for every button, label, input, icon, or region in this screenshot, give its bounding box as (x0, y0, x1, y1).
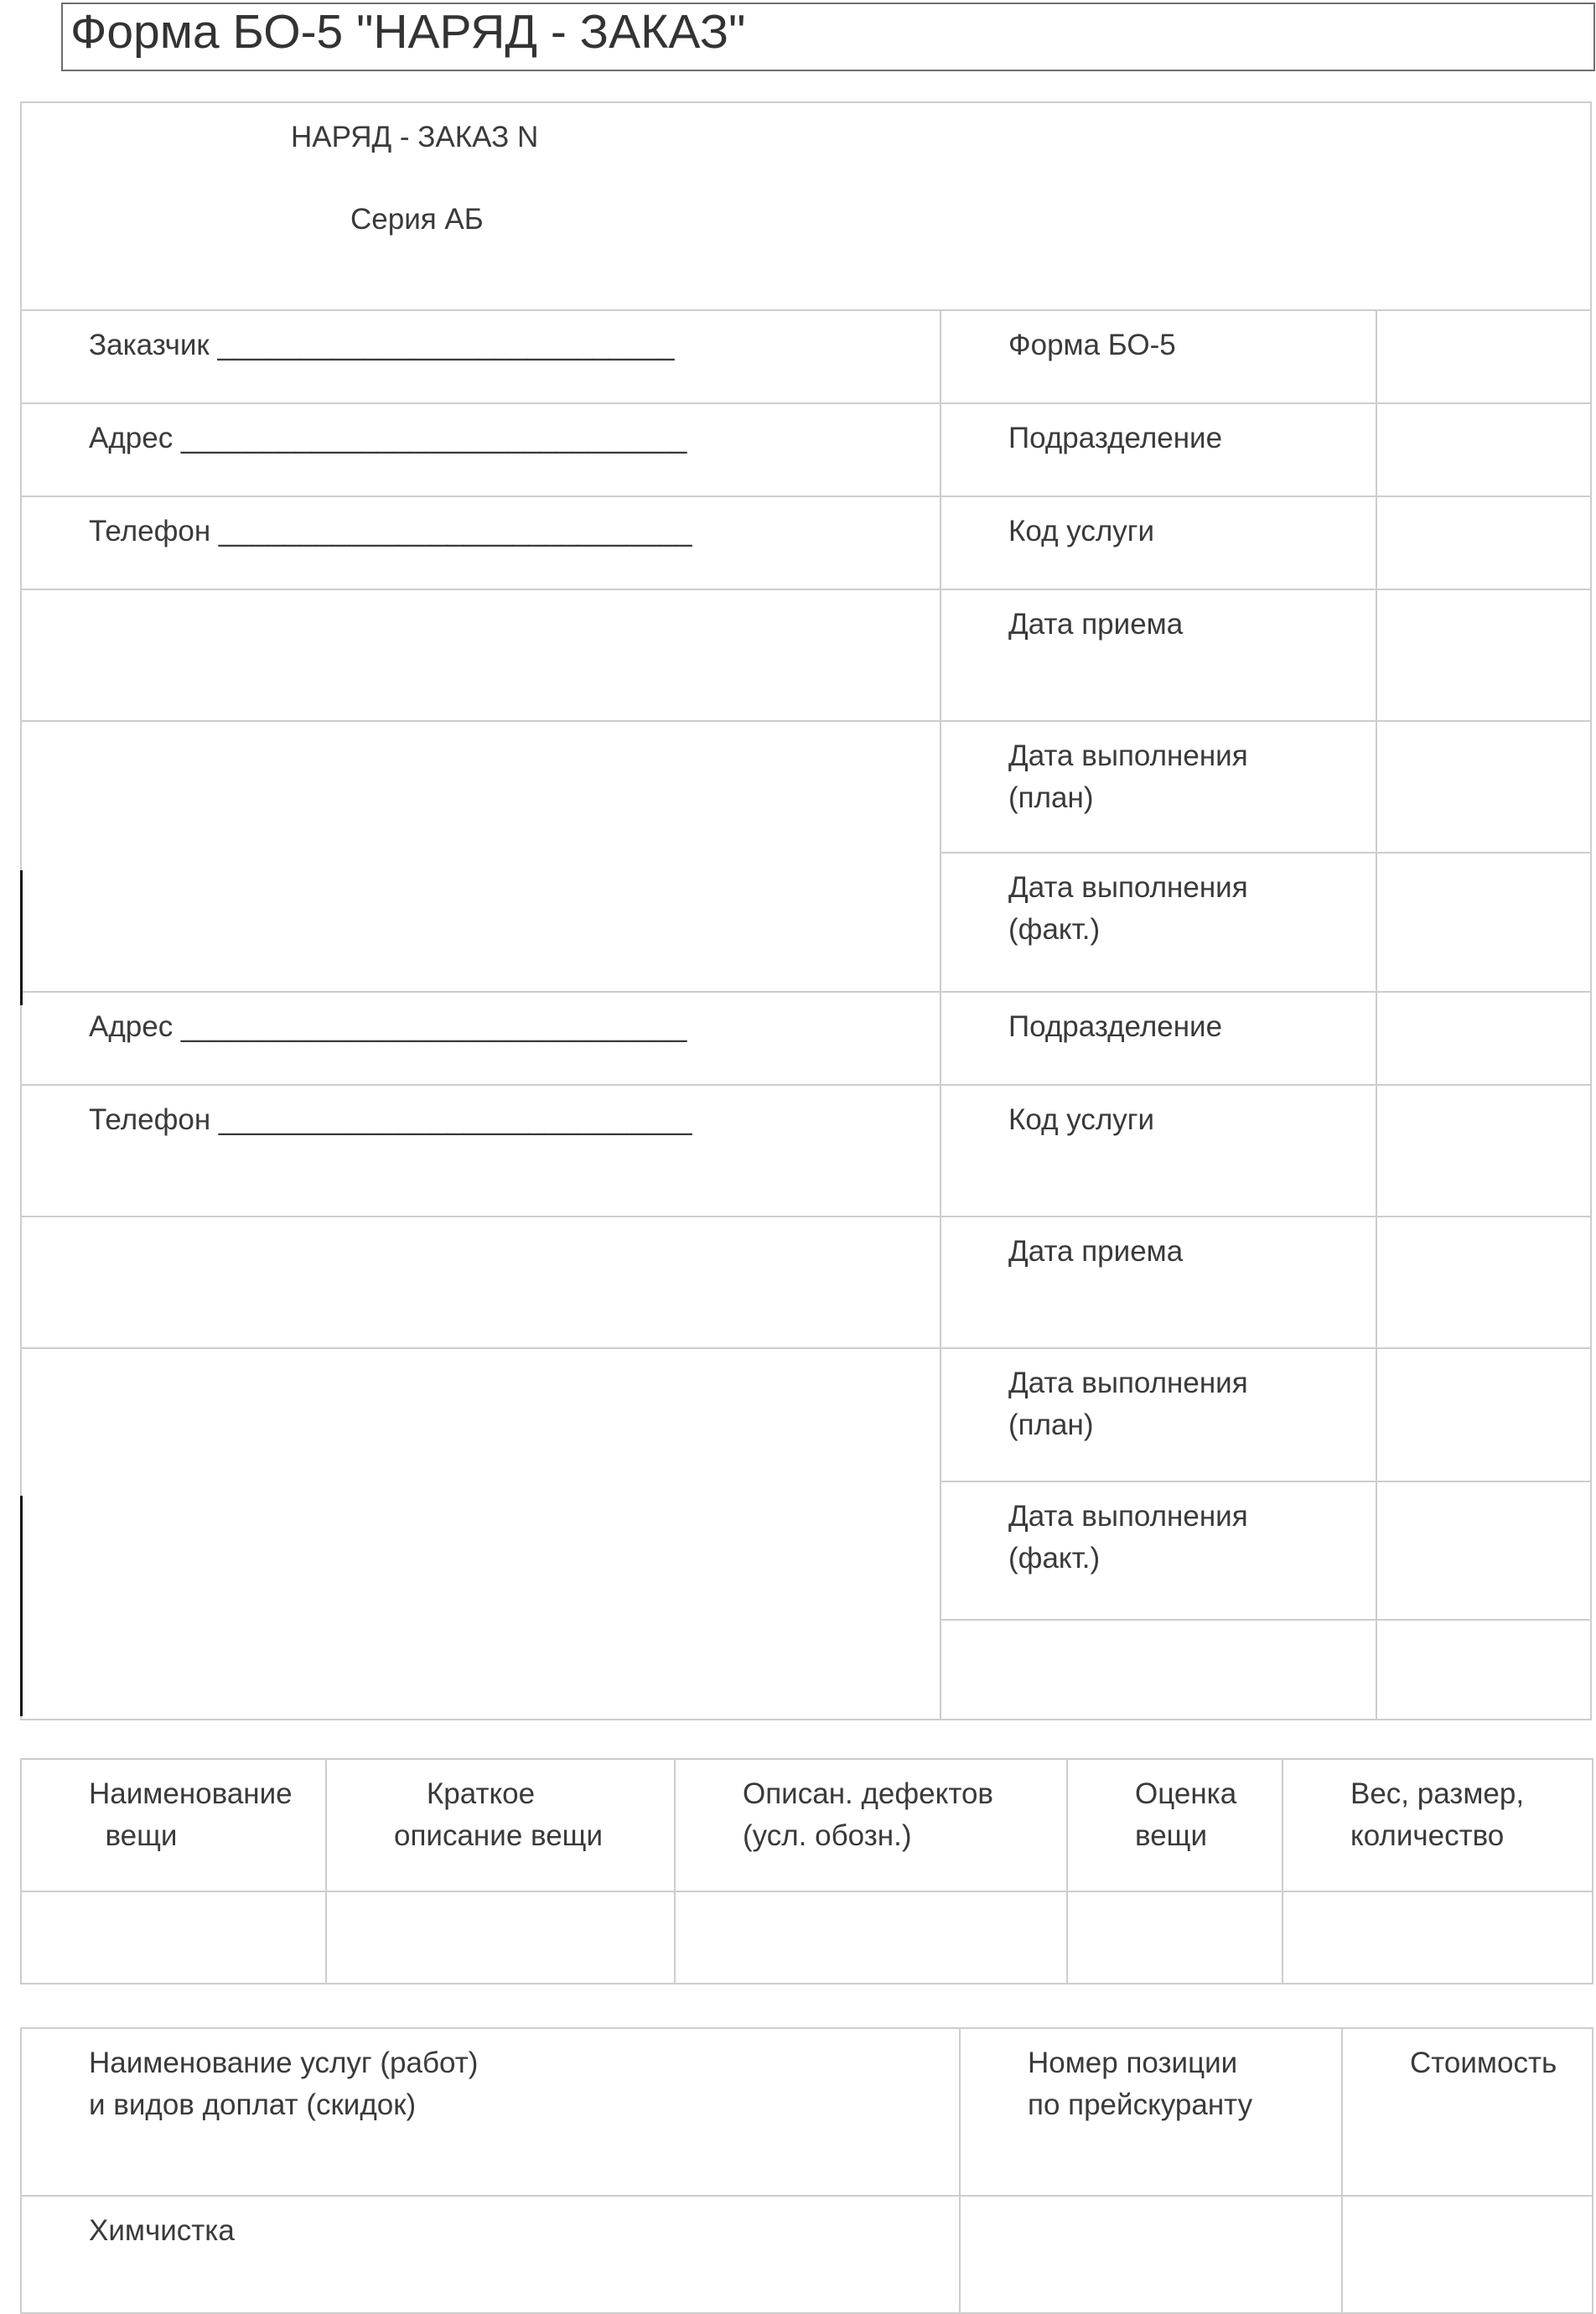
blank-left-cell (21, 1217, 940, 1348)
date-done-fact-value (1376, 1481, 1591, 1620)
date-done-plan-label: Дата выполнения (план) (940, 1348, 1376, 1481)
form-code-label: Форма БО-5 (940, 310, 1376, 403)
service-code-value (1376, 1085, 1591, 1217)
order-number-label: НАРЯД - ЗАКАЗ N (291, 121, 539, 153)
items-cell (675, 1891, 1067, 1984)
date-received-value (1376, 1217, 1591, 1348)
form-title: Форма БО-5 "НАРЯД - ЗАКАЗ" (70, 5, 746, 59)
services-header-name: Наименование услуг (работ) и видов доплат (скидок) (21, 2028, 960, 2196)
blank-left-cell (21, 589, 940, 721)
date-received-label: Дата приема (940, 1217, 1376, 1348)
phone-line: Телефон _____________________________ (21, 1085, 940, 1217)
blank-right-cell (940, 1620, 1376, 1720)
department-value (1376, 992, 1591, 1085)
customer-line: Заказчик ____________________________ (21, 310, 940, 403)
date-done-plan-label: Дата выполнения (план) (940, 721, 1376, 853)
items-header-weight: Вес, размер, количество (1282, 1759, 1593, 1891)
service-code-label: Код услуги (940, 496, 1376, 589)
blank-right-value (1376, 1620, 1591, 1720)
service-row-position (960, 2196, 1342, 2313)
date-done-fact-value (1376, 853, 1591, 992)
department-label: Подразделение (940, 992, 1376, 1085)
service-row-label: Химчистка (21, 2196, 960, 2313)
items-cell (1067, 1891, 1282, 1984)
items-table (20, 1758, 1593, 1985)
series-label: Серия АБ (350, 203, 484, 236)
order-form-table (20, 101, 1592, 1720)
items-header-description: Краткое описание вещи (326, 1759, 675, 1891)
form-code-value (1376, 310, 1591, 403)
phone-line: Телефон _____________________________ (21, 496, 940, 589)
blank-left-cell (21, 721, 940, 992)
address-line: Адрес _______________________________ (21, 403, 940, 496)
services-header-cost: Стоимость (1342, 2028, 1593, 2196)
services-header-position: Номер позиции по прейскуранту (960, 2028, 1342, 2196)
service-code-label: Код услуги (940, 1085, 1376, 1217)
margin-bar (20, 870, 23, 1005)
department-value (1376, 403, 1591, 496)
items-header-evaluation: Оценка вещи (1067, 1759, 1282, 1891)
items-header-name: Наименование вещи (21, 1759, 326, 1891)
date-done-plan-value (1376, 721, 1591, 853)
address-line: Адрес _______________________________ (21, 992, 940, 1085)
date-received-label: Дата приема (940, 589, 1376, 721)
blank-left-cell (21, 1348, 940, 1720)
date-received-value (1376, 589, 1591, 721)
order-header-cell (21, 102, 1591, 310)
date-done-fact-label: Дата выполнения (факт.) (940, 853, 1376, 992)
margin-bar (20, 1496, 23, 1716)
department-label: Подразделение (940, 403, 1376, 496)
items-cell (21, 1891, 326, 1984)
date-done-fact-label: Дата выполнения (факт.) (940, 1481, 1376, 1620)
service-code-value (1376, 496, 1591, 589)
service-row-cost (1342, 2196, 1593, 2313)
services-table (20, 2027, 1593, 2314)
items-cell (1282, 1891, 1593, 1984)
items-header-defects: Описан. дефектов (усл. обозн.) (675, 1759, 1067, 1891)
items-cell (326, 1891, 675, 1984)
date-done-plan-value (1376, 1348, 1591, 1481)
